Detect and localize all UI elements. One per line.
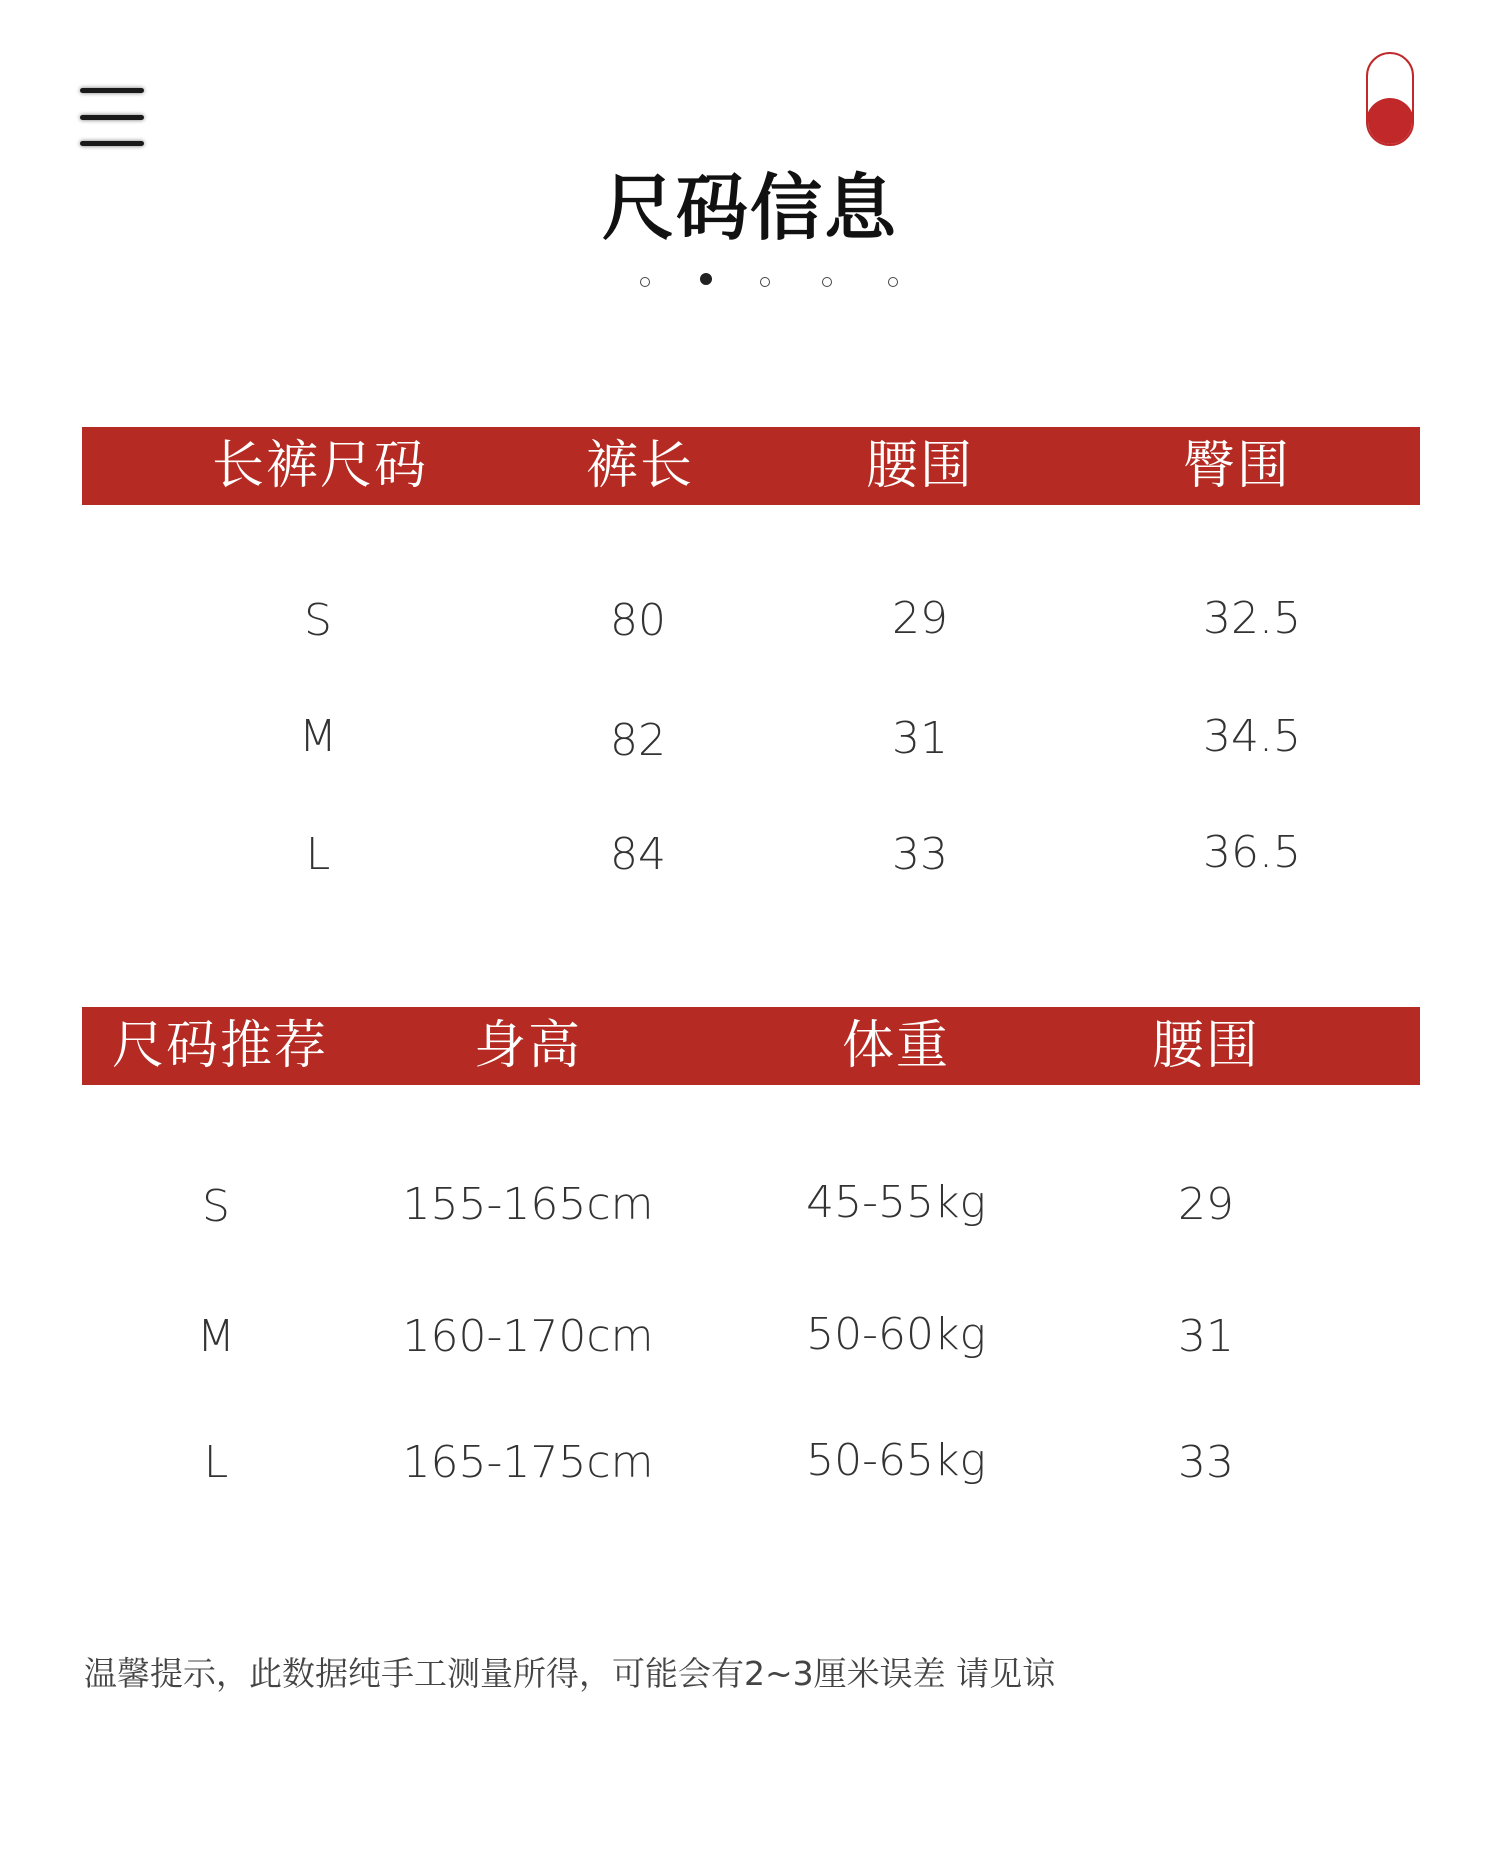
toggle-switch-icon[interactable]	[1366, 52, 1414, 146]
header-cell: 腰围	[1151, 1016, 1261, 1076]
value-cell: 32.5	[1203, 593, 1301, 644]
waist-cell: 33	[1178, 1437, 1234, 1488]
header-cell: 腰围	[865, 436, 975, 496]
measurement-note: 温馨提示，此数据纯手工测量所得，可能会有2~3厘米误差 请见谅	[84, 1654, 1056, 1693]
waist-cell: 31	[1178, 1311, 1234, 1362]
page-dot[interactable]	[888, 277, 898, 287]
waist-cell: 29	[1178, 1179, 1234, 1230]
height-cell: 165-175cm	[402, 1437, 654, 1488]
hamburger-menu-icon[interactable]	[80, 88, 144, 146]
size-cell: L	[305, 829, 331, 880]
height-cell: 160-170cm	[402, 1311, 654, 1362]
header-cell: 体重	[841, 1016, 951, 1076]
menu-line	[80, 115, 144, 120]
value-cell: 84	[610, 829, 666, 880]
size-cell: L	[203, 1437, 229, 1488]
table-header	[82, 427, 1420, 505]
height-cell: 155-165cm	[402, 1179, 654, 1230]
size-cell: M	[299, 711, 337, 762]
weight-cell: 50-65kg	[806, 1435, 986, 1486]
table-header	[82, 1007, 1420, 1085]
page-title: 尺码信息	[601, 166, 898, 250]
page-dot[interactable]	[640, 277, 650, 287]
header-cell: 臀围	[1182, 436, 1292, 496]
menu-line	[80, 141, 144, 146]
size-cell: S	[304, 595, 332, 646]
page-dot[interactable]	[822, 277, 832, 287]
value-cell: 31	[892, 713, 948, 764]
page-dot-active[interactable]	[700, 273, 712, 285]
header-cell: 裤长	[585, 436, 695, 496]
header-cell: 长裤尺码	[211, 436, 429, 496]
size-cell: M	[197, 1311, 235, 1362]
header-cell: 身高	[473, 1016, 583, 1076]
menu-line	[80, 88, 144, 93]
value-cell: 33	[892, 829, 948, 880]
value-cell: 82	[610, 715, 666, 766]
weight-cell: 50-60kg	[806, 1309, 986, 1360]
size-cell: S	[202, 1181, 230, 1232]
value-cell: 29	[892, 593, 948, 644]
page-dot[interactable]	[760, 277, 770, 287]
value-cell: 34.5	[1203, 711, 1301, 762]
toggle-knob	[1366, 98, 1414, 146]
value-cell: 80	[610, 595, 666, 646]
value-cell: 36.5	[1203, 827, 1301, 878]
header-cell: 尺码推荐	[111, 1016, 329, 1076]
weight-cell: 45-55kg	[806, 1177, 986, 1228]
